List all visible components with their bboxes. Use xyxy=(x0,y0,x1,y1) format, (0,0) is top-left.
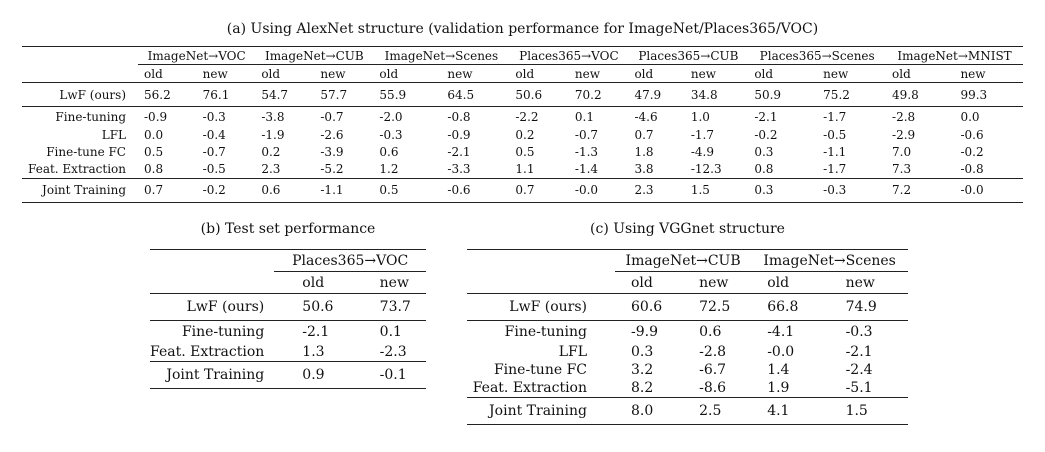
value-cell: -0.7 xyxy=(202,145,226,159)
row-label: LwF (ours) xyxy=(509,299,587,315)
value-cell: -0.6 xyxy=(960,128,984,142)
value-cell: 1.3 xyxy=(302,343,325,360)
test-set-table xyxy=(150,249,426,389)
row-label: Fine-tuning xyxy=(55,109,126,124)
value-cell: 34.8 xyxy=(690,87,718,102)
value-cell: -0.1 xyxy=(379,366,407,383)
row-label: Joint Training xyxy=(489,402,587,419)
row-label: Feat. Extraction xyxy=(150,343,265,360)
value-cell: 7.0 xyxy=(892,145,912,159)
new-header: new xyxy=(202,66,228,81)
value-cell: -1.3 xyxy=(574,145,599,159)
old-header: old xyxy=(515,66,535,81)
value-cell: -5.1 xyxy=(845,379,873,396)
row-label: Joint Training xyxy=(42,183,126,197)
new-header: new xyxy=(699,274,729,291)
value-cell: 0.1 xyxy=(379,323,402,340)
value-cell: -1.7 xyxy=(823,162,847,176)
new-header: new xyxy=(574,66,601,81)
value-cell: -0.4 xyxy=(202,128,226,142)
value-cell: 7.2 xyxy=(892,183,912,197)
value-cell: -3.8 xyxy=(261,109,285,124)
value-cell: -8.6 xyxy=(699,379,727,396)
value-cell: -4.1 xyxy=(767,323,795,340)
value-cell: 7.3 xyxy=(892,162,912,176)
value-cell: 0.0 xyxy=(960,109,980,124)
row-label: Fine-tuning xyxy=(181,323,265,340)
value-cell: -1.4 xyxy=(574,162,599,176)
value-cell: 0.8 xyxy=(144,162,164,176)
table-a-row-lfl xyxy=(22,127,1023,144)
value-cell: -4.9 xyxy=(690,145,714,159)
value-cell: 0.2 xyxy=(515,128,535,142)
row-label: Feat. Extraction xyxy=(472,379,587,396)
table-a-row-feat-extraction xyxy=(22,161,1023,179)
value-cell: 60.6 xyxy=(631,299,663,315)
table-c-row-lwf xyxy=(467,294,908,321)
value-cell: -0.0 xyxy=(574,183,599,197)
value-cell: -0.6 xyxy=(447,183,471,197)
value-cell: -3.9 xyxy=(320,145,344,159)
table-a-row-fine-tuning xyxy=(22,107,1023,127)
vggnet-results-table xyxy=(467,249,908,425)
value-cell: -5.2 xyxy=(320,162,344,176)
value-cell: 0.9 xyxy=(302,366,325,383)
value-cell: 72.5 xyxy=(699,299,731,315)
table-c-subheader-row xyxy=(467,272,908,294)
value-cell: 0.5 xyxy=(379,183,399,197)
value-cell: 0.2 xyxy=(261,145,281,159)
value-cell: -0.3 xyxy=(379,128,403,142)
value-cell: -2.4 xyxy=(845,361,873,378)
new-header: new xyxy=(447,66,473,81)
value-cell: 66.8 xyxy=(767,299,799,315)
value-cell: -0.5 xyxy=(823,128,847,142)
alexnet-results-table xyxy=(22,46,1023,203)
table-b-row-fine-tuning xyxy=(150,321,426,343)
new-header: new xyxy=(823,66,849,81)
value-cell: 2.3 xyxy=(634,183,654,197)
table-c-group-header-row xyxy=(467,250,908,272)
old-header: old xyxy=(379,66,399,81)
table-b-group-header: Places365→VOC xyxy=(274,250,426,272)
value-cell: -9.9 xyxy=(631,323,658,340)
value-cell: -2.0 xyxy=(379,109,403,124)
value-cell: 0.6 xyxy=(699,323,722,340)
value-cell: 2.5 xyxy=(699,402,722,419)
new-header: new xyxy=(845,274,875,291)
value-cell: 8.0 xyxy=(631,402,654,419)
value-cell: 74.9 xyxy=(845,299,877,315)
value-cell: -0.7 xyxy=(574,128,599,142)
old-header: old xyxy=(631,274,653,291)
row-label: LwF (ours) xyxy=(186,299,265,315)
old-header: old xyxy=(767,274,790,291)
value-cell: -0.3 xyxy=(823,183,847,197)
row-label: Fine-tune FC xyxy=(46,145,126,159)
value-cell: 0.5 xyxy=(515,145,535,159)
old-header: old xyxy=(754,66,774,81)
old-header: old xyxy=(302,274,325,291)
value-cell: -6.7 xyxy=(699,361,727,378)
value-cell: -1.7 xyxy=(690,128,714,142)
value-cell: -2.8 xyxy=(892,109,916,124)
value-cell: 1.0 xyxy=(690,109,710,124)
value-cell: 70.2 xyxy=(574,87,602,102)
table-b-caption: (b) Test set performance xyxy=(200,221,376,237)
old-header: old xyxy=(144,66,163,81)
table-c-caption: (c) Using VGGnet structure xyxy=(590,221,785,237)
value-cell: 1.8 xyxy=(634,145,654,159)
value-cell: 49.8 xyxy=(892,87,919,102)
value-cell: -1.7 xyxy=(823,109,847,124)
value-cell: -2.1 xyxy=(447,145,471,159)
table-c-row-feat-extraction xyxy=(467,379,908,398)
value-cell: -4.6 xyxy=(634,109,658,124)
value-cell: -2.1 xyxy=(845,343,873,360)
value-cell: -2.8 xyxy=(699,343,727,360)
value-cell: -12.3 xyxy=(690,162,722,176)
table-a-group-header: ImageNet→VOC xyxy=(138,47,255,65)
value-cell: -0.2 xyxy=(960,145,984,159)
value-cell: -0.7 xyxy=(320,109,344,124)
table-c-row-fine-tune-fc xyxy=(467,361,908,379)
value-cell: -0.0 xyxy=(767,343,795,360)
row-label: Fine-tune FC xyxy=(493,361,587,378)
value-cell: 0.7 xyxy=(634,128,654,142)
value-cell: -0.2 xyxy=(202,183,226,197)
value-cell: 1.9 xyxy=(767,379,790,396)
value-cell: -2.1 xyxy=(302,323,330,340)
table-c-row-fine-tuning xyxy=(467,321,908,343)
value-cell: 56.2 xyxy=(144,87,171,102)
value-cell: 1.5 xyxy=(845,402,868,419)
value-cell: 1.5 xyxy=(690,183,710,197)
value-cell: 8.2 xyxy=(631,379,654,396)
value-cell: 0.7 xyxy=(144,183,164,197)
value-cell: 2.3 xyxy=(261,162,281,176)
table-b-group-header-row xyxy=(150,250,426,272)
value-cell: -1.1 xyxy=(823,145,847,159)
new-header: new xyxy=(320,66,346,81)
value-cell: -2.2 xyxy=(515,109,539,124)
table-a-subheader-row xyxy=(22,65,1023,83)
value-cell: 50.6 xyxy=(515,87,543,102)
table-a-row-fine-tune-fc xyxy=(22,144,1023,161)
value-cell: 50.9 xyxy=(754,87,782,102)
table-a-group-header-row xyxy=(22,47,1023,65)
table-a-group-header: ImageNet→CUB xyxy=(255,47,373,65)
table-a-row-joint-training xyxy=(22,178,1023,202)
value-cell: -0.8 xyxy=(960,162,984,176)
value-cell: 0.7 xyxy=(515,183,535,197)
value-cell: 75.2 xyxy=(823,87,850,102)
value-cell: 0.8 xyxy=(754,162,774,176)
table-a-group-header: Places365→VOC xyxy=(509,47,628,65)
value-cell: 64.5 xyxy=(447,87,475,102)
row-label: LFL xyxy=(101,128,126,142)
value-cell: 0.1 xyxy=(574,109,594,124)
row-label: LFL xyxy=(558,343,587,360)
value-cell: -0.0 xyxy=(960,183,984,197)
value-cell: 0.3 xyxy=(754,145,774,159)
value-cell: 1.1 xyxy=(515,162,535,176)
value-cell: -3.3 xyxy=(447,162,471,176)
table-a-caption: (a) Using AlexNet structure (validation performance for ImageNet/Places365/VOC) xyxy=(226,21,819,37)
value-cell: 4.1 xyxy=(767,402,790,419)
table-c-row-lfl xyxy=(467,343,908,361)
value-cell: 0.6 xyxy=(379,145,399,159)
row-label: Fine-tuning xyxy=(504,323,587,340)
value-cell: 76.1 xyxy=(202,87,230,102)
value-cell: 57.7 xyxy=(320,87,348,102)
value-cell: 50.6 xyxy=(302,299,334,315)
value-cell: 0.0 xyxy=(144,128,164,142)
new-header: new xyxy=(960,66,986,81)
old-header: old xyxy=(634,66,654,81)
value-cell: 54.7 xyxy=(261,87,289,102)
table-a-group-header: Places365→Scenes xyxy=(748,47,886,65)
value-cell: -0.3 xyxy=(202,109,226,124)
value-cell: 3.8 xyxy=(634,162,654,176)
new-header: new xyxy=(379,274,409,291)
value-cell: 55.9 xyxy=(379,87,407,102)
row-label: Joint Training xyxy=(166,366,265,383)
row-label: Feat. Extraction xyxy=(28,162,126,176)
table-a-group-header: Places365→CUB xyxy=(628,47,748,65)
value-cell: -0.8 xyxy=(447,109,471,124)
value-cell: 47.9 xyxy=(634,87,662,102)
value-cell: -2.3 xyxy=(379,343,407,360)
table-c-group-header: ImageNet→Scenes xyxy=(751,250,908,272)
table-a-group-header: ImageNet→Scenes xyxy=(373,47,509,65)
value-cell: -0.9 xyxy=(447,128,471,142)
value-cell: -2.1 xyxy=(754,109,778,124)
new-header: new xyxy=(690,66,716,81)
value-cell: 1.2 xyxy=(379,162,399,176)
value-cell: 0.3 xyxy=(754,183,774,197)
table-a-group-header: ImageNet→MNIST xyxy=(886,47,1023,65)
value-cell: -0.3 xyxy=(845,323,873,340)
table-b-row-joint-training xyxy=(150,361,426,388)
value-cell: -1.9 xyxy=(261,128,285,142)
old-header: old xyxy=(261,66,281,81)
value-cell: 1.4 xyxy=(767,361,790,378)
row-label: LwF (ours) xyxy=(59,87,126,102)
value-cell: -0.5 xyxy=(202,162,226,176)
value-cell: 0.5 xyxy=(144,145,164,159)
value-cell: 73.7 xyxy=(379,299,411,315)
value-cell: -1.1 xyxy=(320,183,344,197)
value-cell: -0.9 xyxy=(144,109,168,124)
table-c-row-joint-training xyxy=(467,397,908,424)
value-cell: 99.3 xyxy=(960,87,988,102)
table-a-corner xyxy=(22,47,138,65)
table-b-subheader-row xyxy=(150,272,426,294)
value-cell: 0.3 xyxy=(631,343,654,360)
value-cell: -0.2 xyxy=(754,128,778,142)
table-b-row-feat-extraction xyxy=(150,343,426,362)
table-b-row-lwf xyxy=(150,294,426,321)
value-cell: 0.6 xyxy=(261,183,281,197)
value-cell: 3.2 xyxy=(631,361,654,378)
value-cell: -2.9 xyxy=(892,128,916,142)
table-a-row-lwf xyxy=(22,83,1023,107)
value-cell: -2.6 xyxy=(320,128,344,142)
table-c-group-header: ImageNet→CUB xyxy=(615,250,751,272)
old-header: old xyxy=(892,66,911,81)
